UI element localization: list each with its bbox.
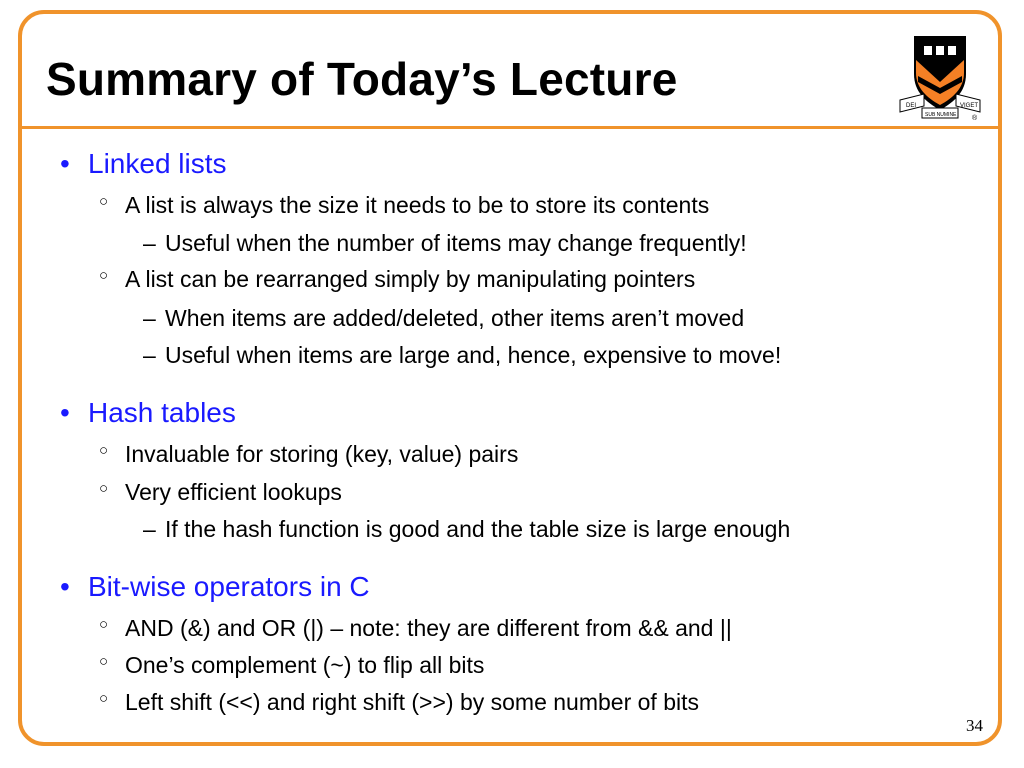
circle-bullet-icon: ○: [99, 267, 109, 284]
section-heading-bitwise-operators: • Bit-wise operators in C: [60, 571, 370, 602]
circle-bullet-icon: ○: [99, 653, 109, 670]
logo-registered-mark: ®: [972, 115, 978, 120]
section-heading-hash-tables: • Hash tables: [60, 397, 236, 428]
logo-motto-left: DEI: [906, 103, 917, 109]
list-item: ○ One’s complement (~) to flip all bits: [99, 652, 485, 678]
list-item: ○ AND (&) and OR (|) – note: they are different from && and ||: [99, 615, 732, 641]
bullet-marker: •: [60, 397, 70, 428]
list-item: ○ Invaluable for storing (key, value) pairs: [99, 441, 519, 467]
dash-bullet: –: [143, 305, 156, 331]
section-heading-linked-lists: • Linked lists: [60, 148, 227, 179]
bullet-marker: •: [60, 571, 70, 602]
circle-bullet-icon: ○: [99, 442, 109, 459]
sub-list-item: – If the hash function is good and the table size is large enough: [143, 516, 791, 542]
circle-bullet-icon: ○: [99, 690, 109, 707]
list-item: ○ A list is always the size it needs to be to store its contents: [99, 192, 710, 218]
logo-motto-right: VIGET: [960, 103, 979, 109]
sub-list-item: – Useful when the number of items may change frequently!: [143, 230, 747, 256]
dash-bullet: –: [143, 516, 156, 542]
dash-bullet: –: [143, 342, 156, 368]
list-item: ○ A list can be rearranged simply by manipulating pointers: [99, 266, 696, 292]
bullet-marker: •: [60, 148, 70, 179]
list-item: ○ Very efficient lookups: [99, 479, 342, 505]
circle-bullet-icon: ○: [99, 480, 109, 497]
circle-bullet-icon: ○: [99, 616, 109, 633]
page-number: 34: [966, 716, 983, 735]
logo-motto-center: SUB NUMINE: [925, 112, 957, 118]
page-title: Summary of Today’s Lecture: [46, 53, 678, 105]
list-item: ○ Left shift (<<) and right shift (>>) by some number of bits: [99, 689, 699, 715]
circle-bullet-icon: ○: [99, 193, 109, 210]
sub-list-item: – Useful when items are large and, hence, expensive to move!: [143, 342, 782, 368]
dash-bullet: –: [143, 230, 156, 256]
sub-list-item: – When items are added/deleted, other items aren’t moved: [143, 305, 745, 331]
